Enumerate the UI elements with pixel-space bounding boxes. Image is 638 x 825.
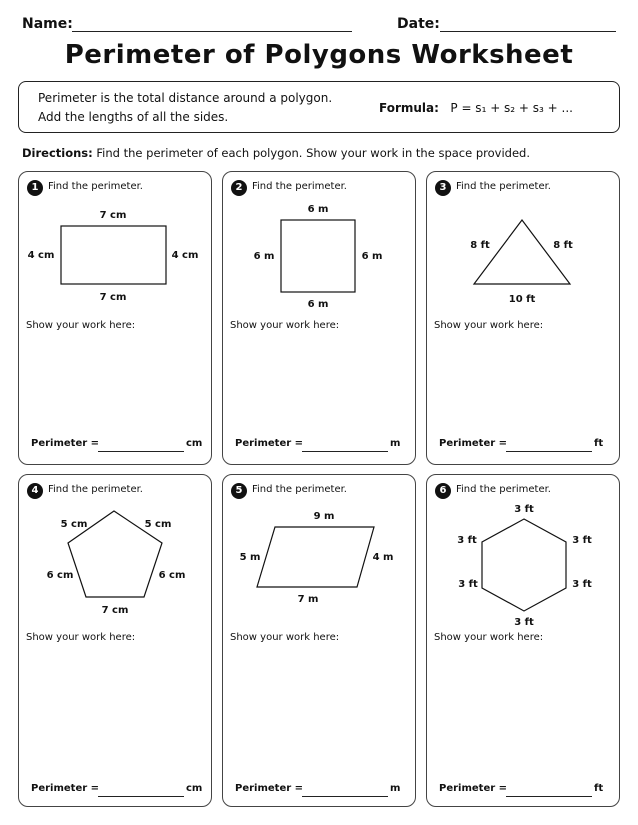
page-title: Perimeter of Polygons Worksheet [64, 40, 574, 70]
side-label: 3 ft [458, 579, 478, 590]
perimeter-label: Perimeter = [439, 438, 508, 449]
side-label: 4 cm [27, 250, 55, 261]
unit-label: cm [186, 438, 203, 449]
side-label: 6 cm [46, 570, 74, 581]
perimeter-label: Perimeter = [235, 438, 304, 449]
problem-number-badge: 1 [27, 180, 43, 196]
problem-number-badge: 6 [435, 483, 451, 499]
triangle-figure [427, 198, 621, 316]
perimeter-label: Perimeter = [235, 783, 304, 794]
date-field[interactable] [440, 31, 616, 32]
directions-label: Directions: [22, 146, 93, 160]
side-label: 4 m [372, 552, 394, 563]
side-label: 3 ft [514, 617, 534, 628]
side-label: 5 m [239, 552, 261, 563]
square-shape [281, 220, 355, 292]
rectangle-shape [61, 226, 166, 284]
hexagon-figure [427, 501, 621, 631]
perimeter-label: Perimeter = [439, 783, 508, 794]
formula [379, 101, 573, 115]
side-label: 3 ft [457, 535, 477, 546]
show-work-label: Show your work here: [434, 320, 544, 331]
side-label: 4 cm [171, 250, 199, 261]
perimeter-answer-field[interactable] [506, 796, 592, 797]
unit-label: m [390, 438, 401, 449]
problem-card-4 [18, 474, 212, 807]
info-definition: Perimeter is the total distance around a polygon. [38, 91, 333, 105]
perimeter-answer-field[interactable] [98, 451, 184, 452]
hexagon-shape [482, 519, 566, 611]
show-work-label: Show your work here: [26, 320, 136, 331]
show-work-label: Show your work here: [26, 632, 136, 643]
name-label: Name: [22, 16, 73, 32]
perimeter-label: Perimeter = [31, 783, 100, 794]
perimeter-answer-field[interactable] [302, 796, 388, 797]
perimeter-answer-field[interactable] [98, 796, 184, 797]
unit-label: m [390, 783, 401, 794]
rectangle-figure [19, 198, 213, 308]
side-label: 6 m [253, 251, 275, 262]
show-work-label: Show your work here: [230, 320, 340, 331]
side-label: 6 cm [158, 570, 186, 581]
problem-prompt: Find the perimeter. [252, 181, 347, 192]
side-label: 6 m [307, 204, 329, 215]
unit-label: ft [594, 783, 604, 794]
problem-card-3 [426, 171, 620, 465]
problem-number-badge: 2 [231, 180, 247, 196]
side-label: 9 m [313, 511, 335, 522]
pentagon-figure [19, 501, 213, 621]
side-label: 8 ft [553, 240, 573, 251]
problem-prompt: Find the perimeter. [456, 484, 551, 495]
parallelogram-figure [223, 501, 417, 621]
date-label: Date: [397, 16, 440, 32]
side-label: 7 cm [99, 292, 127, 303]
parallelogram-shape [257, 527, 374, 587]
problem-card-2 [222, 171, 416, 465]
formula-label: Formula: [379, 101, 439, 115]
side-label: 10 ft [508, 294, 536, 305]
name-field[interactable] [72, 31, 352, 32]
problem-card-5 [222, 474, 416, 807]
show-work-label: Show your work here: [434, 632, 544, 643]
square-figure [223, 198, 417, 316]
problem-prompt: Find the perimeter. [252, 484, 347, 495]
side-label: 3 ft [572, 535, 592, 546]
perimeter-answer-field[interactable] [506, 451, 592, 452]
directions [22, 146, 530, 160]
unit-label: ft [594, 438, 604, 449]
show-work-label: Show your work here: [230, 632, 340, 643]
side-label: 5 cm [144, 519, 172, 530]
problem-number-badge: 4 [27, 483, 43, 499]
problem-prompt: Find the perimeter. [48, 484, 143, 495]
side-label: 7 cm [101, 605, 129, 616]
info-instruction: Add the lengths of all the sides. [38, 110, 229, 124]
perimeter-answer-field[interactable] [302, 451, 388, 452]
side-label: 7 m [297, 594, 319, 605]
problem-card-1 [18, 171, 212, 465]
perimeter-label: Perimeter = [31, 438, 100, 449]
problem-number-badge: 5 [231, 483, 247, 499]
side-label: 8 ft [470, 240, 490, 251]
side-label: 6 m [307, 299, 329, 310]
side-label: 3 ft [514, 504, 534, 515]
unit-label: cm [186, 783, 203, 794]
problem-card-6 [426, 474, 620, 807]
directions-text: Find the perimeter of each polygon. Show your work in the space provided. [96, 146, 530, 160]
side-label: 3 ft [572, 579, 592, 590]
problem-prompt: Find the perimeter. [456, 181, 551, 192]
problem-prompt: Find the perimeter. [48, 181, 143, 192]
side-label: 7 cm [99, 210, 127, 221]
problem-number-badge: 3 [435, 180, 451, 196]
side-label: 5 cm [60, 519, 88, 530]
triangle-shape [474, 220, 570, 284]
info-box [18, 81, 620, 133]
side-label: 6 m [361, 251, 383, 262]
formula-text: P = s₁ + s₂ + s₃ + ... [450, 101, 573, 115]
header-row [22, 14, 616, 38]
